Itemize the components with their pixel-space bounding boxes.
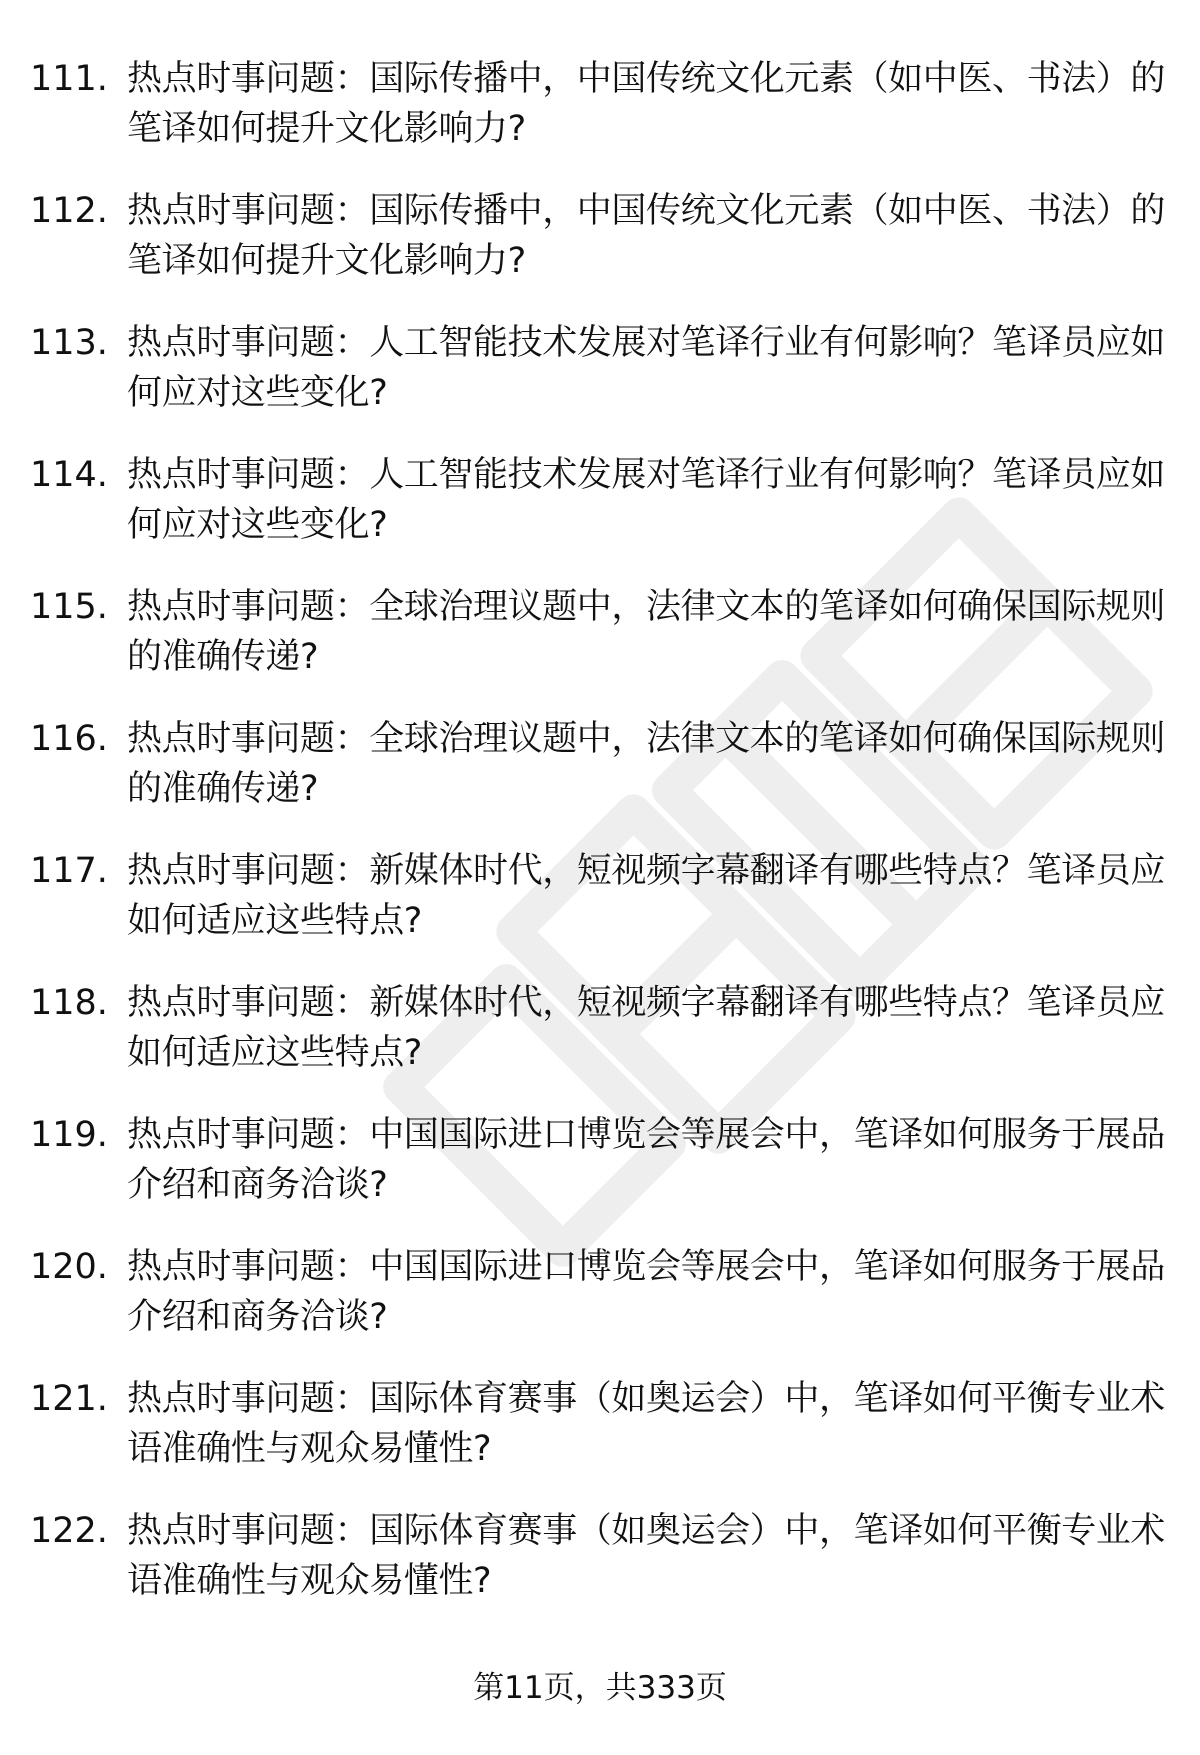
question-number: 120. bbox=[30, 1247, 108, 1287]
question-text: 热点时事问题：新媒体时代，短视频字幕翻译有哪些特点？笔译员应如何适应这些特点? bbox=[127, 851, 1166, 941]
question-text: 热点时事问题：人工智能技术发展对笔译行业有何影响？笔译员应如何应对这些变化? bbox=[127, 323, 1166, 413]
list-item bbox=[30, 318, 1165, 450]
question-text: 热点时事问题：国际体育赛事（如奥运会）中，笔译如何平衡专业术语准确性与观众易懂性? bbox=[127, 1379, 1166, 1469]
list-item bbox=[30, 186, 1165, 318]
question-text: 热点时事问题：国际传播中，中国传统文化元素（如中医、书法）的笔译如何提升文化影响力? bbox=[127, 59, 1166, 149]
question-text: 热点时事问题：新媒体时代，短视频字幕翻译有哪些特点？笔译员应如何适应这些特点? bbox=[127, 983, 1166, 1073]
question-number: 115. bbox=[30, 587, 108, 627]
page-footer: 第11页，共333页 bbox=[473, 1670, 727, 1706]
question-number: 121. bbox=[30, 1379, 108, 1419]
list-item bbox=[30, 714, 1165, 846]
list-item bbox=[30, 582, 1165, 714]
question-number: 122. bbox=[30, 1511, 108, 1551]
list-item bbox=[30, 1506, 1165, 1638]
question-number: 118. bbox=[30, 983, 108, 1023]
list-item bbox=[30, 978, 1165, 1110]
question-number: 116. bbox=[30, 719, 108, 759]
question-text: 热点时事问题：全球治理议题中，法律文本的笔译如何确保国际规则的准确传递? bbox=[127, 719, 1166, 809]
list-item bbox=[30, 54, 1165, 186]
list-item bbox=[30, 846, 1165, 978]
question-text: 热点时事问题：国际体育赛事（如奥运会）中，笔译如何平衡专业术语准确性与观众易懂性? bbox=[127, 1511, 1166, 1601]
question-number: 114. bbox=[30, 455, 108, 495]
list-item bbox=[30, 1374, 1165, 1506]
question-text: 热点时事问题：全球治理议题中，法律文本的笔译如何确保国际规则的准确传递? bbox=[127, 587, 1166, 677]
question-number: 112. bbox=[30, 191, 108, 231]
question-text: 热点时事问题：中国国际进口博览会等展会中，笔译如何服务于展品介绍和商务洽谈? bbox=[127, 1115, 1166, 1205]
question-number: 111. bbox=[30, 59, 108, 99]
question-list bbox=[30, 54, 1165, 1638]
list-item bbox=[30, 1110, 1165, 1242]
list-item bbox=[30, 1242, 1165, 1374]
question-number: 119. bbox=[30, 1115, 108, 1155]
question-text: 热点时事问题：中国国际进口博览会等展会中，笔译如何服务于展品介绍和商务洽谈? bbox=[127, 1247, 1166, 1337]
list-item bbox=[30, 450, 1165, 582]
question-number: 113. bbox=[30, 323, 108, 363]
question-text: 热点时事问题：人工智能技术发展对笔译行业有何影响？笔译员应如何应对这些变化? bbox=[127, 455, 1166, 545]
question-text: 热点时事问题：国际传播中，中国传统文化元素（如中医、书法）的笔译如何提升文化影响力? bbox=[127, 191, 1166, 281]
question-number: 117. bbox=[30, 851, 108, 891]
